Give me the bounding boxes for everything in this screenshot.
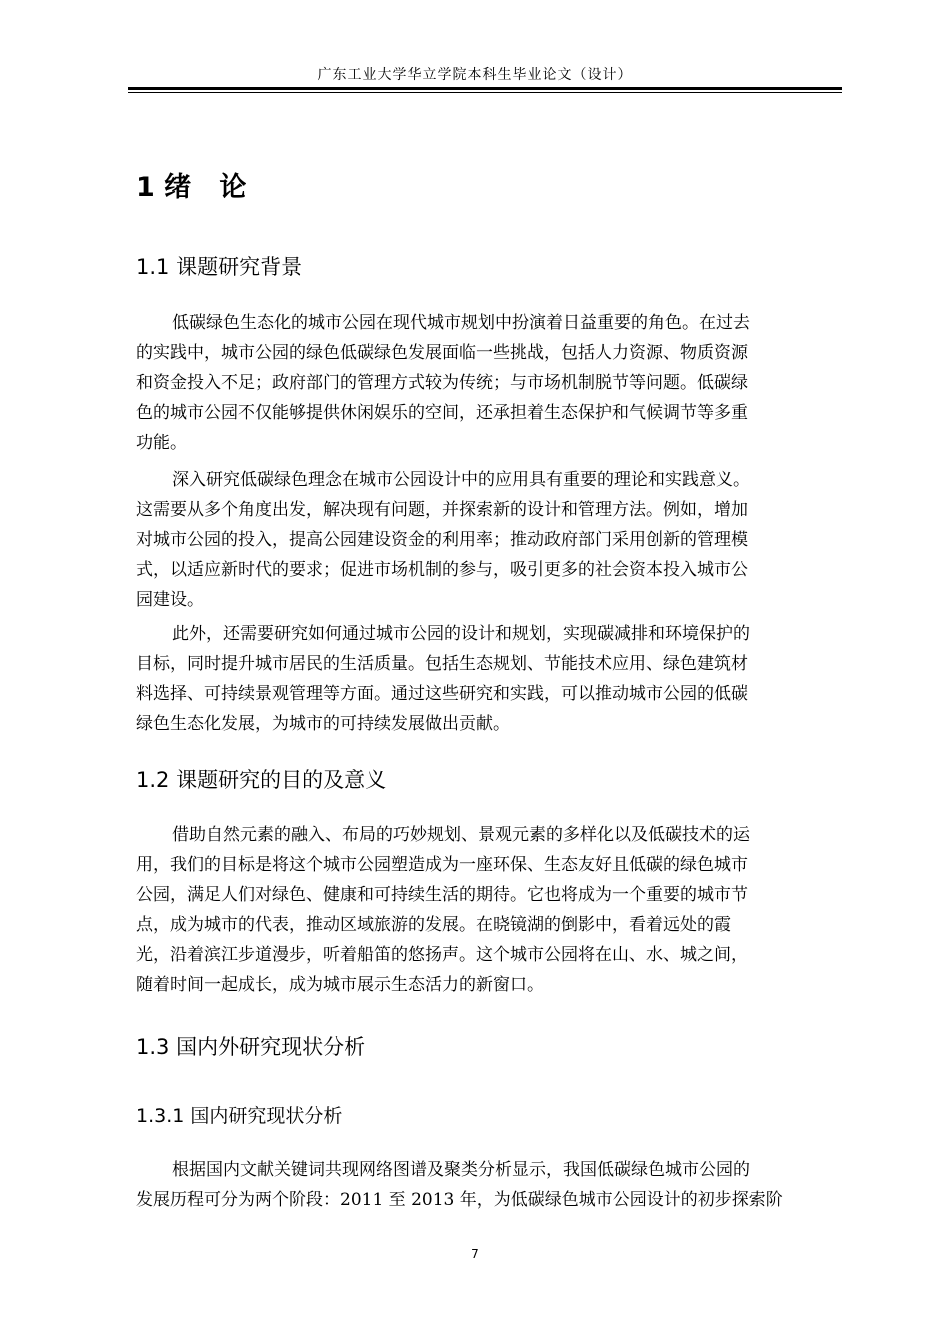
paragraph-line: 借助自然元素的融入、布局的巧妙规划、景观元素的多样化以及低碳技术的运 (172, 825, 750, 845)
paragraph-line: 光，沿着滨江步道漫步，听着船笛的悠扬声。这个城市公园将在山、水、城之间， (136, 945, 748, 965)
paragraph-line: 的实践中，城市公园的绿色低碳绿色发展面临一些挑战，包括人力资源、物质资源 (136, 343, 748, 363)
paragraph-line: 对城市公园的投入，提高公园建设资金的利用率；推动政府部门采用创新的管理模 (136, 530, 748, 550)
subsection-heading-1-3-1: 1.3.1 国内研究现状分析 (136, 1105, 343, 1127)
paragraph-line: 目标，同时提升城市居民的生活质量。包括生态规划、节能技术应用、绿色建筑材 (136, 654, 748, 674)
page-header-title: 广东工业大学华立学院本科生毕业论文（设计） (317, 67, 633, 83)
header-rule-thin (128, 92, 842, 93)
paragraph-line: 低碳绿色生态化的城市公园在现代城市规划中扮演着日益重要的角色。在过去 (172, 313, 750, 333)
page-number: 7 (471, 1247, 479, 1261)
section-heading-1-1: 1.1 课题研究背景 (136, 255, 303, 279)
paragraph-line: 此外，还需要研究如何通过城市公园的设计和规划，实现碳减排和环境保护的 (172, 624, 750, 644)
paragraph-line: 料选择、可持续景观管理等方面。通过这些研究和实践，可以推动城市公园的低碳 (136, 684, 748, 704)
section-heading-1-2: 1.2 课题研究的目的及意义 (136, 768, 387, 792)
paragraph-line: 功能。 (136, 433, 187, 453)
paragraph-line: 绿色生态化发展，为城市的可持续发展做出贡献。 (136, 714, 510, 734)
paragraph-line: 深入研究低碳绿色理念在城市公园设计中的应用具有重要的理论和实践意义。 (172, 470, 750, 490)
paragraph-line: 式，以适应新时代的要求；促进市场机制的参与，吸引更多的社会资本投入城市公 (136, 560, 748, 580)
paragraph-line: 园建设。 (136, 590, 204, 610)
chapter-title: 1 绪 论 (136, 172, 247, 203)
paragraph-line: 发展历程可分为两个阶段：2011 至 2013 年，为低碳绿色城市公园设计的初步探索阶 (136, 1190, 783, 1210)
paragraph-line: 这需要从多个角度出发，解决现有问题，并探索新的设计和管理方法。例如，增加 (136, 500, 748, 520)
paragraph-line: 色的城市公园不仅能够提供休闲娱乐的空间，还承担着生态保护和气候调节等多重 (136, 403, 748, 423)
paragraph-line: 和资金投入不足；政府部门的管理方式较为传统；与市场机制脱节等问题。低碳绿 (136, 373, 748, 393)
paragraph-line: 根据国内文献关键词共现网络图谱及聚类分析显示，我国低碳绿色城市公园的 (172, 1160, 750, 1180)
paragraph-line: 随着时间一起成长，成为城市展示生态活力的新窗口。 (136, 975, 544, 995)
paragraph-line: 点，成为城市的代表，推动区域旅游的发展。在晓镜湖的倒影中，看着远处的霞 (136, 915, 731, 935)
paragraph-line: 用，我们的目标是将这个城市公园塑造成为一座环保、生态友好且低碳的绿色城市 (136, 855, 748, 875)
paragraph-line: 公园，满足人们对绿色、健康和可持续生活的期待。它也将成为一个重要的城市节 (136, 885, 748, 905)
section-heading-1-3: 1.3 国内外研究现状分析 (136, 1035, 366, 1059)
header-rule-thick (128, 87, 842, 90)
